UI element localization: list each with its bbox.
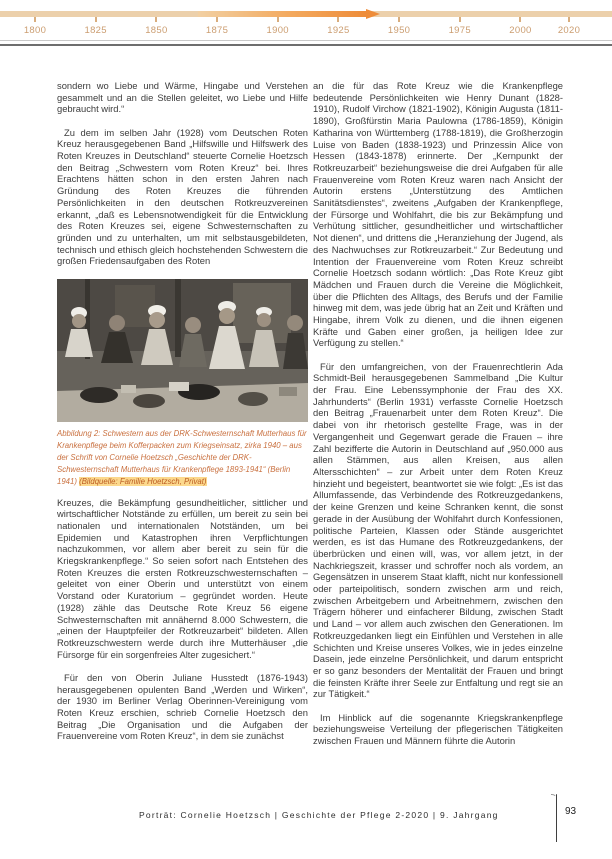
left-column: [57, 80, 308, 754]
paragraph-continuation: Kreuzes, die Bekämpfung gesundheitlicher, sittlicher und wirtschaftlicher Notstände zu erfüllen, um bereit zu sein bei nationalen und internationalen Notständen, um bei Epidemien und Katastrophen ihren Verpflichtungen nachzukommen, vor allem aber bereit zu sein für die Kriegskrankenpflege.“ So seien sofort nach Entstehen des Roten Kreuzes die ersten Rotkreuzschwesternschaften – geleitet von einer Oberin und unterstützt von einem Vorstand oder Kuratorium – gegründet worden. Heute (1928) zähle das Deutsche Rote Kreuz 56 eigene Schwesternschaften mit annähernd 8.000 Schwestern, die „einen der Hauptpfeiler der Rotkreuzarbeit“ bildeten. Allen Rotkreuzschwestern werde durch ihre Mutterhäuser „die Fürsorge für ein sorgenfreies Alter zugesichert.“: [57, 496, 308, 660]
timeline-tick: [216, 17, 218, 22]
timeline-rule-light: [0, 40, 612, 41]
timeline-highlight-band: [198, 11, 366, 17]
paragraph: Im Hinblick auf die sogenannte Kriegskrankenpflege beziehungsweise Verteilung der pflegerischen Tätigkeiten zwischen Frauen und Männern führte die Autorin: [313, 711, 563, 746]
timeline-year-label: 1925: [327, 25, 350, 36]
timeline-year-label: 1900: [266, 25, 289, 36]
article-figure: [57, 279, 308, 488]
paragraph: Für den von Oberin Juliane Husstedt (1876-1943) herausgegebenen opulenten Band „Werden und Wirken“, der 1930 im Berliner Verlag Oberinnen-Vereinigung vom Roten Kreuz erschien, schrieb Cornelie Hoetzsch den Beitrag „Die Organisation und die Aufgaben der Frauenvereine vom Roten Kreuz“, in dem sie zunächst: [57, 671, 308, 742]
timeline-tick: [155, 17, 157, 22]
photo-caption-text: Abbildung 2: Schwestern aus der DRK-Schwesternschaft Mutterhaus für Krankenpflege beim Kofferpacken zum Kriegseinsatz, zirka 1940 – aus der Schrift von Cornelie Hoetzsch „Geschichte der DRK-Schwesternschaft Mutterhaus für Krankenpflege 1893-1941“ (Berlin 1941): [57, 428, 307, 486]
timeline-tick: [95, 17, 97, 22]
timeline-year-label: 1850: [145, 25, 168, 36]
timeline-year-label: 1975: [448, 25, 471, 36]
footer-text: Porträt: Cornelie Hoetzsch | Geschichte der Pflege 2-2020 | 9. Jahrgang: [139, 810, 499, 820]
right-column: [313, 80, 563, 758]
timeline-year-label: 1950: [387, 25, 411, 36]
timeline-tick: [459, 17, 461, 22]
timeline-tick: [519, 17, 521, 22]
timeline-tick: [568, 17, 570, 22]
timeline-tick: [277, 17, 279, 22]
footer-rule: [556, 794, 557, 842]
paragraph: Zu dem im selben Jahr (1928) vom Deutschen Roten Kreuz herausgegebenen Band „Hilfswille und Hilfswerk des Roten Kreuzes in Deutschland“ steuerte Cornelie Hoetzsch den Beitrag „Schwestern vom Roten Kreuz“ bei. Ihres Erachtens hätten schon in den ersten Jahren nach Gründung des Roten Kreuzes die führenden Persönlichkeiten in den deutschen Rotkreuzvereinen erkannt, „daß es Lebensnotwendigkeit für die Entwicklung des Roten Kreuzes sei, eigene Schwesternschaften zu gründen und zu unterhalten, um mit selbstausgebildeten, technisch und ethisch gleich hochstehenden Schwestern die großen Friedensaufgaben des Roten: [57, 126, 308, 267]
timeline-highlight-arrow-icon: [366, 9, 380, 19]
timeline-year-label: 1875: [205, 25, 229, 36]
timeline-tick: [398, 17, 400, 22]
timeline-rule-dark: [0, 44, 612, 46]
timeline: [0, 0, 612, 50]
timeline-year-label: 2000: [509, 25, 532, 36]
paragraph: Für den umfangreichen, von der Frauenrechtlerin Ada Schmidt-Beil herausgegebenen Sammelband „Die Kultur der Frau. Eine Lebenssymphonie der Frau des XX. Jahrhunderts“ (Berlin 1931) verfasste Cornelie Hoetzsch den Beitrag „Frauenarbeit unter dem Roten Kreuz“. Die dabei von ihr rhetorisch gestellte Frage, was in der Vergangenheit und Gegenwart gerade die Frauen – ihre Zahl bezifferte die Autorin in Deutschland auf „950.000 aus allen Stämmen, aus allen Kreisen, aus allen Altersschichten“ – zur Arbeit unter dem Roten Kreuz hinzieht und begeistert, beantwortet sie wie folgt: „Es ist das Allumfassende, das Verbindende des Rotkreuzgedankens, der keine Grenzen und keine Schranken kennt, die sonst gerade in der Ausübung der Wohlfahrt durch Konfessionen, politische Parteien, Klassen oder Stände ausgerichtet werden, es ist das Humane des Rotkreuzgedankens, der überbrücken und einen will, was, vor allem jetzt, in der Nachkriegszeit, krasser und schroffer noch als vordem, an Gegensätzen in unserem Staat klafft, nicht nur konfessionell oder parteipolitisch, sondern zwischen arm und reich, zwischen Arbeitgebern und Arbeitnehmern, zwischen den Trägern höherer und einfacherer Bildung, zwischen Stadt und Land – vor allem auch zwischen den Generationen. Im Rotkreuzgedanken liegt ein Einfühlen und Verstehen in alle Schichten und Kreise unseres Volkes, wie in jedes einzelne Dasein, jede einzelne Persönlichkeit, und darum entspricht er so ganz besonders der Mentalität der Frauen und bringt die feinsten Kräfte ihrer Seele zur Entfaltung und regt sie an zur Tätigkeit.“: [313, 360, 563, 700]
paragraph-continuation: an die für das Rote Kreuz wie die Krankenpflege bedeutende Persönlichkeiten wie Henry Dunant (1828-1910), Rudolf Virchow (1821-1902), Königin Augusta (1811-1890), Großfürstin Maria Paulowna (1786-1859), Königin Katharina von Württemberg (1788-1819), die Großherzogin Luise von Baden (1838-1923) und Prinzessin Alice von Hessen (1843-1878) erinnerte. Der „Kernpunkt der Rotkreuzarbeit“ beziehungsweise die drei Aufgaben für alle Frauenvereine vom Roten Kreuz waren nach Ansicht der Autorin erstens „Unterstützung des Amtlichen Sanitätsdienstes“, zweitens „Aufgaben der Krankenpflege, der Fürsorge und Wohlfahrt, die bis zur Bekämpfung und Verhütung sittlicher, gesundheitlicher und wirtschaftlicher Not dienen“, und drittens die „Heranziehung der Jugend, als des Nachwuchses zur Rotkreuzarbeit.“ Zur Bedeutung und Intention der Frauenvereine vom Roten Kreuz schreibt Cornelie Hoetzsch sodann wörtlich: „Das Rote Kreuz gibt Mädchen und Frauen durch die Vereine die Möglichkeit, über die Pflichten des Alltags, des Berufs und der Familie hinweg mit dem, was jede übrig hat an Zeit und Kräften und Hingabe, ihrem Volk zu dienen, und die ihnen eigenen Kräfte und Gaben einer großen, ja heiligen Idee zur Verfügung zu stellen.“: [313, 80, 563, 349]
timeline-year-label: 2020: [557, 25, 581, 36]
article-photo: [57, 279, 308, 422]
page-number: 93: [565, 806, 577, 817]
timeline-year-label: 1825: [84, 25, 107, 36]
paragraph-continuation: sondern wo Liebe und Wärme, Hingabe und Verstehen gesammelt und an die Stellen geleitet, wo Liebe und Hilfe gebraucht wird.“: [57, 80, 308, 115]
timeline-year-label: 1800: [23, 25, 47, 36]
photo-caption: [57, 428, 308, 488]
photo-caption-source-highlight: (Bildquelle: Familie Hoetzsch, Privat): [79, 476, 207, 486]
timeline-tick: [34, 17, 36, 22]
timeline-tick: [337, 17, 339, 22]
